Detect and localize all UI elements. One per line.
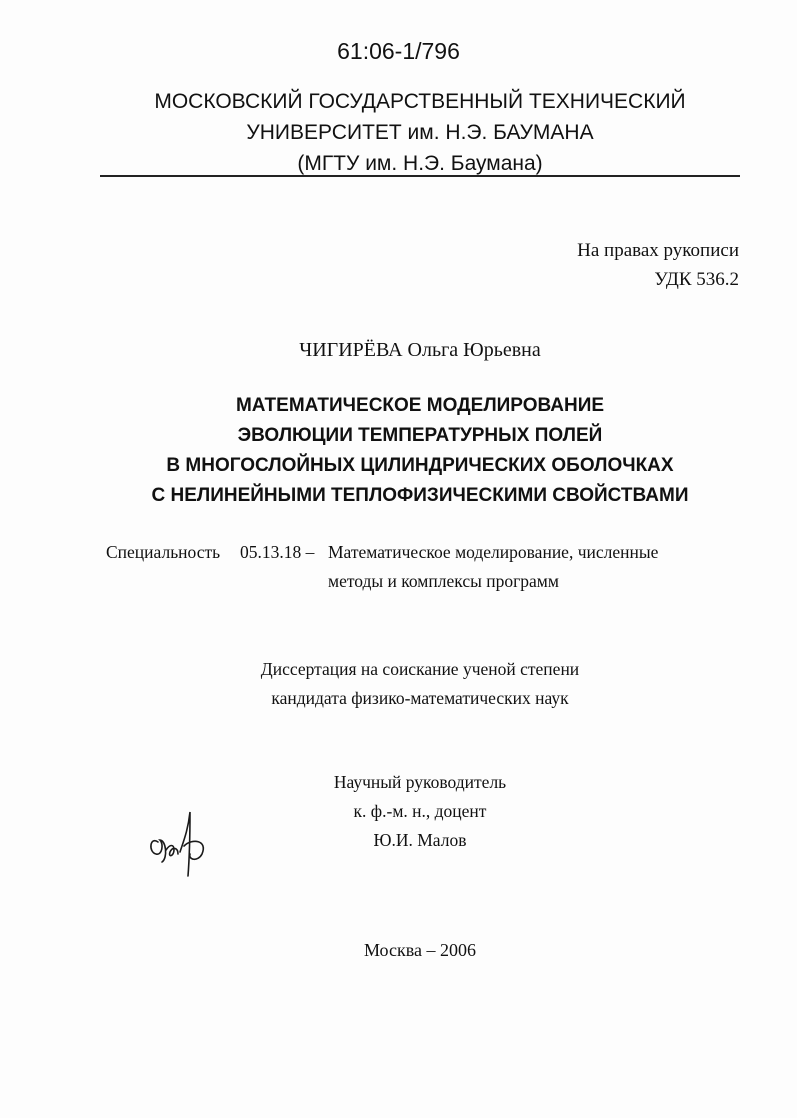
dissertation-title [0, 391, 797, 511]
city-year: Москва – 2006 [364, 940, 476, 960]
specialty-description-line-2: методы и комплексы программ [328, 571, 559, 591]
title-line-1: МАТЕМАТИЧЕСКОЕ МОДЕЛИРОВАНИЕ [235, 395, 605, 416]
supervisor-degree: к. ф.-м. н., доцент [353, 801, 487, 821]
university-abbreviation: (МГТУ им. Н.Э. Баумана) [297, 152, 543, 175]
specialty-description [328, 538, 728, 596]
dissertation-degree [0, 655, 797, 713]
degree-line-2: кандидата физико-математических наук [271, 688, 569, 708]
university-line-2: УНИВЕРСИТЕТ им. Н.Э. БАУМАНА [246, 121, 594, 144]
specialty-description-line-1: Математическое моделирование, численные [328, 542, 659, 562]
handwritten-signature-icon [140, 800, 220, 880]
supervisor-title: Научный руководитель [333, 772, 507, 792]
header-divider [100, 175, 740, 177]
title-line-4: С НЕЛИНЕЙНЫМИ ТЕПЛОФИЗИЧЕСКИМИ СВОЙСТВАМИ [151, 485, 689, 506]
supervisor-name: Ю.И. Малов [373, 830, 467, 850]
author-name: ЧИГИРЁВА Ольга Юрьевна [299, 339, 541, 361]
signature-drawing [140, 800, 220, 880]
degree-line-1: Диссертация на соискание ученой степени [260, 659, 580, 679]
udk-code: УДК 536.2 [654, 269, 739, 290]
specialty-label: Специальность [106, 542, 221, 562]
supervisor-block [0, 768, 797, 855]
university-line-1: МОСКОВСКИЙ ГОСУДАРСТВЕННЫЙ ТЕХНИЧЕСКИЙ [154, 90, 686, 113]
manuscript-block [577, 236, 739, 294]
archive-number: 61:06-1/796 [337, 38, 460, 64]
university-block [0, 86, 797, 179]
manuscript-rights: На правах рукописи [577, 240, 739, 261]
title-line-3: В МНОГОСЛОЙНЫХ ЦИЛИНДРИЧЕСКИХ ОБОЛОЧКАХ [166, 455, 674, 476]
title-line-2: ЭВОЛЮЦИИ ТЕМПЕРАТУРНЫХ ПОЛЕЙ [237, 425, 603, 446]
specialty-code: 05.13.18 – [240, 542, 315, 562]
